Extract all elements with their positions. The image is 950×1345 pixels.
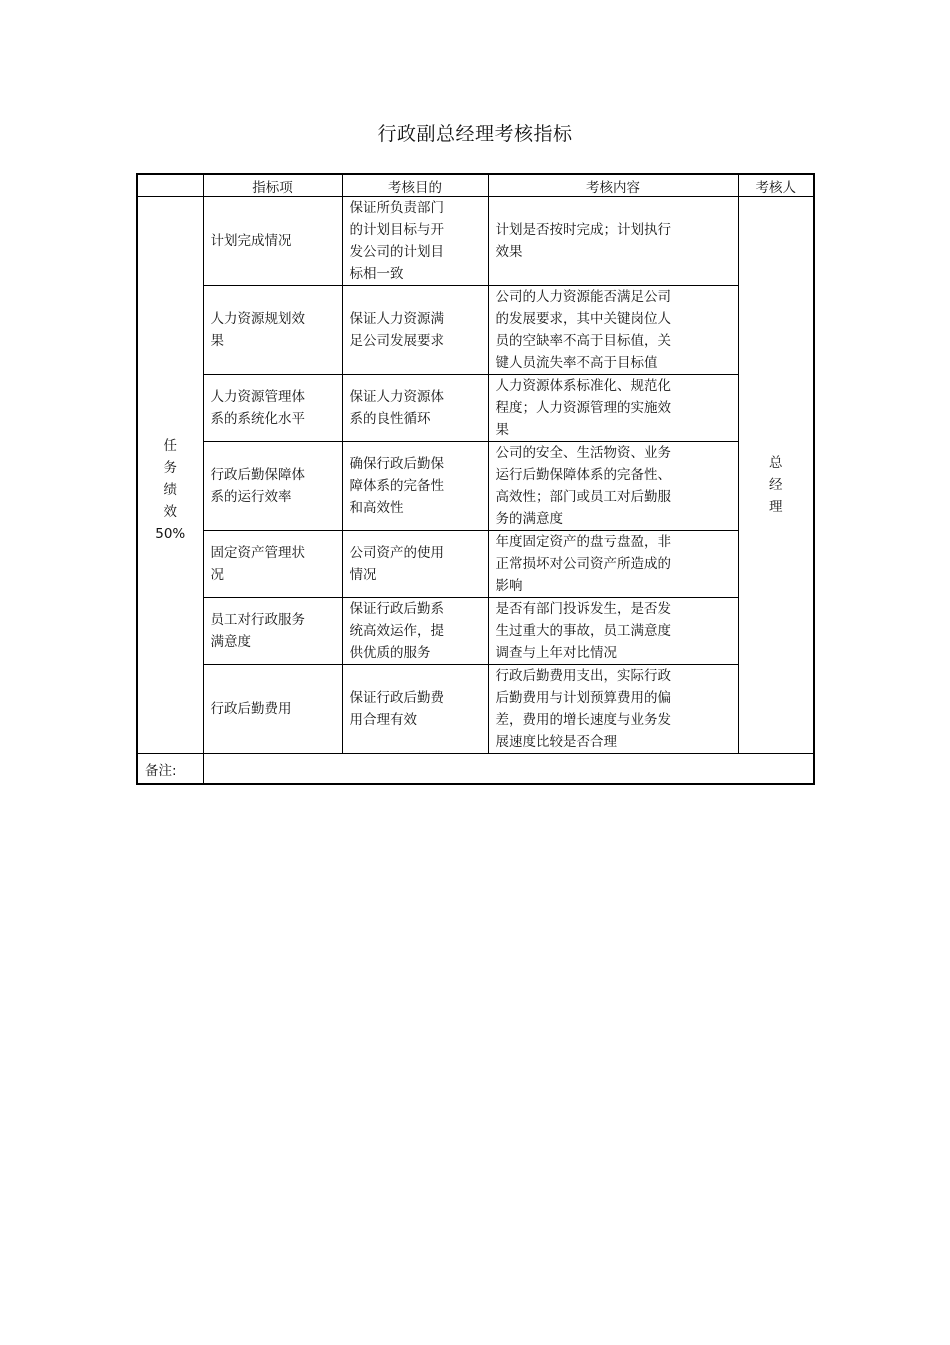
item-cell-line: 系的系统化水平: [210, 411, 305, 427]
content-cell-line: 高效性；部门或员工对后勤服: [495, 489, 671, 505]
purpose-cell-line: 情况: [349, 567, 377, 583]
table-header-row: [137, 174, 814, 197]
purpose-cell-line: 保证人力资源体: [349, 389, 444, 405]
content-cell-line: 员的空缺率不高于目标值，关: [495, 333, 671, 349]
item-cell-line: 员工对行政服务: [210, 612, 305, 628]
content-cell: [488, 197, 738, 286]
category-line: 务: [163, 460, 177, 476]
content-cell-line: 是否有部门投诉发生，是否发: [495, 601, 671, 617]
note-label: 备注:: [137, 754, 203, 785]
content-cell-line: 的发展要求，其中关键岗位人: [495, 311, 671, 327]
purpose-cell: [342, 442, 488, 531]
purpose-cell-line: 保证行政后勤费: [349, 690, 444, 706]
content-cell-line: 运行后勤保障体系的完备性、: [495, 467, 671, 483]
purpose-cell-line: 和高效性: [349, 500, 404, 516]
content-cell: [488, 442, 738, 531]
purpose-cell-line: 保证行政后勤系: [349, 601, 444, 617]
purpose-cell: [342, 598, 488, 665]
category-line: 效: [163, 504, 177, 520]
content-cell-line: 影响: [495, 578, 523, 594]
table-body: [137, 197, 814, 785]
item-cell-line: 行政后勤保障体: [210, 467, 305, 483]
content-cell: [488, 665, 738, 754]
content-cell-line: 正常损坏对公司资产所造成的: [495, 556, 671, 572]
purpose-cell-line: 公司资产的使用: [349, 545, 444, 561]
content-cell: [488, 375, 738, 442]
item-cell: [203, 286, 342, 375]
item-cell: [203, 531, 342, 598]
assessor-cell: [738, 197, 814, 754]
header-blank: [137, 174, 203, 197]
item-cell-line: 满意度: [210, 634, 251, 650]
purpose-cell-line: 确保行政后勤保: [349, 456, 444, 472]
content-cell-line: 键人员流失率不高于目标值: [495, 355, 658, 371]
table-row: [137, 665, 814, 754]
table-row: [137, 197, 814, 286]
purpose-cell-line: 足公司发展要求: [349, 333, 444, 349]
content-cell-line: 后勤费用与计划预算费用的偏: [495, 690, 671, 706]
item-cell: [203, 375, 342, 442]
item-cell-line: 系的运行效率: [210, 489, 292, 505]
header-item: 指标项: [203, 174, 342, 197]
note-value: [203, 754, 814, 785]
item-cell-line: 计划完成情况: [210, 233, 292, 249]
item-cell: [203, 442, 342, 531]
content-cell-line: 人力资源体系标准化、规范化: [495, 378, 671, 394]
purpose-cell-line: 保证人力资源满: [349, 311, 444, 327]
purpose-cell-line: 系的良性循环: [349, 411, 431, 427]
note-row: [137, 754, 814, 785]
item-cell-line: 行政后勤费用: [210, 701, 292, 717]
page-title: 行政副总经理考核指标: [377, 123, 573, 145]
purpose-cell: [342, 665, 488, 754]
content-cell: [488, 286, 738, 375]
item-cell: [203, 598, 342, 665]
purpose-cell: [342, 375, 488, 442]
table-row: [137, 598, 814, 665]
content-cell-line: 计划是否按时完成；计划执行: [495, 222, 671, 238]
item-cell: [203, 665, 342, 754]
content-cell-line: 务的满意度: [495, 511, 563, 527]
table-row: [137, 531, 814, 598]
purpose-cell-line: 保证所负责部门: [349, 200, 444, 216]
category-cell: [137, 197, 203, 754]
assessor-line: 理: [769, 499, 783, 515]
header-assessor: 考核人: [738, 174, 814, 197]
purpose-cell-line: 发公司的计划目: [349, 244, 444, 260]
purpose-cell-line: 供优质的服务: [349, 645, 431, 661]
content-cell-line: 行政后勤费用支出，实际行政: [495, 668, 671, 684]
purpose-cell: [342, 286, 488, 375]
purpose-cell-line: 统高效运作，提: [349, 623, 444, 639]
item-cell-line: 人力资源规划效: [210, 311, 305, 327]
content-cell-line: 公司的人力资源能否满足公司: [495, 289, 671, 305]
item-cell-line: 固定资产管理状: [210, 545, 305, 561]
table-row: [137, 375, 814, 442]
content-cell-line: 生过重大的事故，员工满意度: [495, 623, 671, 639]
item-cell: [203, 197, 342, 286]
purpose-cell-line: 障体系的完备性: [349, 478, 444, 494]
assessor-line: 经: [769, 477, 783, 493]
item-cell-line: 况: [210, 567, 224, 583]
content-cell-line: 公司的安全、生活物资、业务: [495, 445, 671, 461]
assessment-table: [136, 173, 815, 785]
content-cell-line: 展速度比较是否合理: [495, 734, 617, 750]
purpose-cell-line: 的计划目标与开: [349, 222, 444, 238]
content-cell: [488, 531, 738, 598]
purpose-cell: [342, 531, 488, 598]
content-cell-line: 果: [495, 422, 509, 438]
category-line: 任: [163, 438, 177, 454]
category-line: 绩: [163, 482, 177, 498]
purpose-cell-line: 标相一致: [349, 266, 404, 282]
content-cell-line: 差，费用的增长速度与业务发: [495, 712, 671, 728]
item-cell-line: 果: [210, 333, 224, 349]
item-cell-line: 人力资源管理体: [210, 389, 305, 405]
content-cell-line: 效果: [495, 244, 523, 260]
header-content: 考核内容: [488, 174, 738, 197]
header-purpose: 考核目的: [342, 174, 488, 197]
content-cell-line: 程度；人力资源管理的实施效: [495, 400, 671, 416]
content-cell-line: 调查与上年对比情况: [495, 645, 617, 661]
category-line: 50%: [155, 526, 186, 542]
assessor-line: 总: [769, 455, 783, 471]
purpose-cell: [342, 197, 488, 286]
table-row: [137, 286, 814, 375]
table-row: [137, 442, 814, 531]
purpose-cell-line: 用合理有效: [349, 712, 417, 728]
content-cell-line: 年度固定资产的盘亏盘盈，非: [495, 534, 671, 550]
content-cell: [488, 598, 738, 665]
